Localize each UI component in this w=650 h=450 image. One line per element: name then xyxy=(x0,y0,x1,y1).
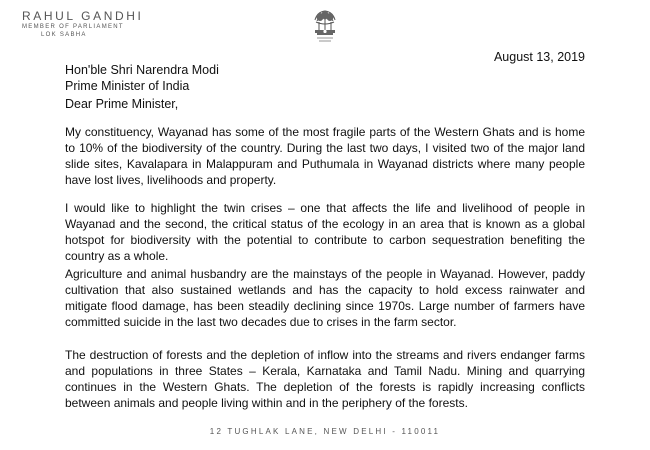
body-paragraph: Agriculture and animal husbandry are the mainstays of the people in Wayanad. However, paddy cultivation that also sustained wetlands and has the capacity to hold excess rainwater and mitigate flood damage, has been steadily declining since 1970s. Large number of farmers have committed suicide in the last two decades due to crises in the farm sector. xyxy=(65,267,585,329)
body-paragraph: I would like to highlight the twin crises – one that affects the life and livelihood of people in Wayanad and the second, the critical status of the ecology in an area that is known as a global hotspot for biodiversity with the potential to contribute to carbon sequestration benefiting the country as a whole. xyxy=(65,201,585,263)
body-paragraph: My constituency, Wayanad has some of the most fragile parts of the Western Ghats and is home to 10% of the biodiversity of the country. During the last two days, I visited two of the major land slide sites, Kavalapara in Malappuram and Puthumala in Wayanad districts where many people have lost lives, livelihoods and property. xyxy=(65,125,585,187)
addressee-block xyxy=(65,62,219,94)
body-paragraph: The destruction of forests and the depletion of inflow into the streams and rivers endanger farms and populations in three States – Kerala, Karnataka and Tamil Nadu. Mining and quarrying continues in the Western Ghats. The depletion of the forests is rapidly increasing conflicts between animals and people living within and in the periphery of the forests. xyxy=(65,348,585,410)
sender-house: LOK SABHA xyxy=(41,32,87,38)
addressee-title: Prime Minister of India xyxy=(65,79,190,93)
addressee-name: Hon'ble Shri Narendra Modi xyxy=(65,63,219,77)
footer-address: 12 TUGHLAK LANE, NEW DELHI - 110011 xyxy=(209,427,441,436)
state-emblem-icon xyxy=(307,8,343,46)
letterhead xyxy=(22,9,143,39)
salutation: Dear Prime Minister, xyxy=(65,97,179,111)
letter-date: August 13, 2019 xyxy=(493,50,585,64)
sender-role: MEMBER OF PARLIAMENT xyxy=(22,24,124,30)
sender-name: RAHUL GANDHI xyxy=(22,9,144,23)
